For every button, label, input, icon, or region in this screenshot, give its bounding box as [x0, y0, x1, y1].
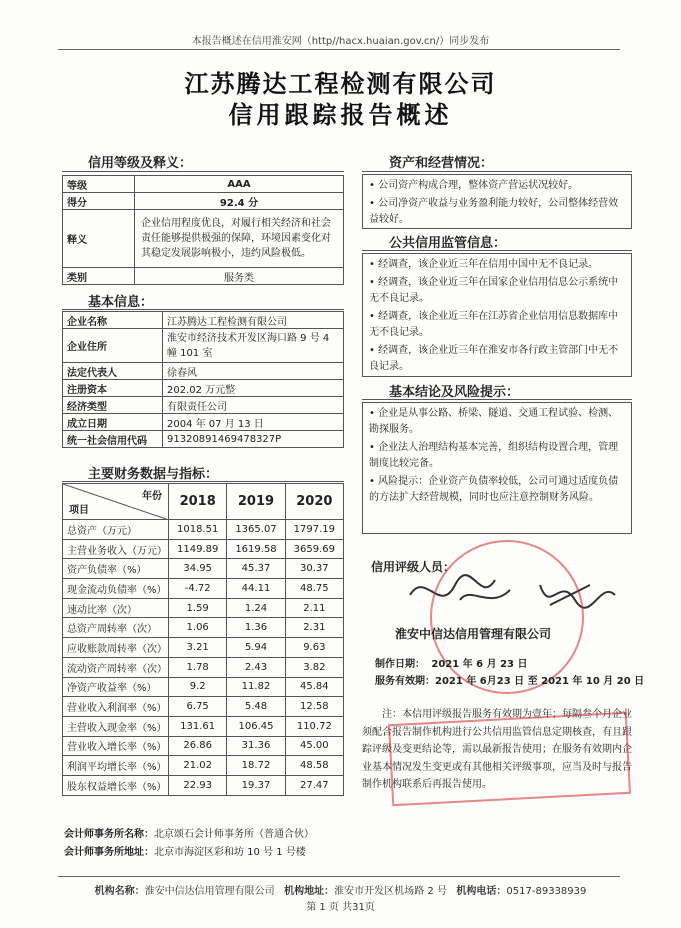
finance-heading: 主要财务数据与指标：	[88, 467, 219, 482]
rating-row	[63, 176, 344, 193]
finance-row	[63, 775, 344, 795]
finance-value: 5.94	[227, 638, 285, 658]
basic-label: 法定代表人	[63, 363, 163, 380]
rating-agency: 淮安中信达信用管理有限公司	[395, 627, 552, 641]
basic-label: 统一社会信用代码	[63, 431, 163, 448]
supervision-item: • 经调查，该企业近三年在淮安市各行政主管部门中无不良记录。	[369, 345, 619, 372]
finance-value: 11.82	[227, 677, 285, 697]
footer-address: 淮安市开发区机场路 2 号	[334, 886, 447, 897]
production-date-line	[375, 655, 527, 670]
basic-label: 经济类型	[63, 397, 163, 414]
auditor-name-line	[64, 825, 314, 840]
basic-value: 有限责任公司	[163, 397, 344, 414]
basic-label: 注册资本	[63, 380, 163, 397]
footer-phone: 0517-89338939	[506, 886, 587, 897]
finance-value: 26.86	[169, 736, 227, 756]
finance-item: 主营收入现金率（%）	[63, 716, 169, 736]
basic-info-table	[62, 311, 344, 448]
finance-header-row	[63, 484, 344, 520]
basic-row	[63, 363, 344, 380]
validity-note: 注：本信用评级报告服务有效期为壹年；每隔叁个月企业须配合报告制作机构进行公共信用监管信息定期核查，有且跟踪评级及变更结论等，需以最新报告使用；在服务有效期内企业基本情况发生变更或有其他相关评级事项，应当及时与报告制作机构联系后再报告使用。	[362, 709, 632, 790]
finance-value: 31.36	[227, 736, 285, 756]
finance-value: 110.72	[285, 716, 343, 736]
report-title: 信用跟踪报告概述	[228, 101, 453, 129]
basic-row	[63, 431, 344, 448]
corner-year-label: 年份	[142, 491, 162, 502]
basic-label: 企业名称	[63, 312, 163, 329]
finance-value: 30.37	[285, 559, 343, 579]
finance-row	[63, 697, 344, 717]
basic-row	[63, 397, 344, 414]
basic-heading-rule	[62, 309, 344, 310]
rating-definition: 企业信用程度优良，对履行相关经济和社会责任能够提供极强的保障，环境因素变化对其稳定发展影响极小，违约风险极低。	[135, 210, 344, 268]
year-header: 2019	[227, 484, 285, 520]
finance-value: 48.75	[285, 579, 343, 599]
finance-item: 应收账款周转率（次）	[63, 638, 169, 658]
finance-item: 主营业务收入（万元）	[63, 539, 169, 559]
finance-value: 106.45	[227, 716, 285, 736]
finance-value: 3.82	[285, 657, 343, 677]
finance-row	[63, 736, 344, 756]
finance-value: 9.63	[285, 638, 343, 658]
operations-box	[362, 174, 632, 229]
rating-score: 92.4 分	[135, 193, 344, 210]
auditor-address: 北京市海淀区彩和坊 10 号 1 号楼	[154, 847, 306, 858]
conclusion-box	[362, 402, 632, 534]
finance-table	[62, 483, 344, 520]
finance-value: 9.2	[169, 677, 227, 697]
auditor-address-line	[64, 843, 306, 858]
finance-item: 营业收入增长率（%）	[63, 736, 169, 756]
basic-row	[63, 380, 344, 397]
validity-label: 服务有效期：	[375, 676, 435, 687]
footer-phone-label: 机构电话：	[456, 886, 507, 897]
conclusion-heading: 基本结论及风险提示：	[389, 385, 520, 400]
operations-item: • 公司净资产收益与业务盈利能力较好，公司整体经营效益较好。	[369, 198, 619, 225]
supervision-item: • 经调查，该企业近三年在江苏省企业信用信息数据库中无不良记录。	[369, 311, 619, 338]
basic-value: 徐春风	[163, 363, 344, 380]
conclusion-item: • 企业是从事公路、桥梁、隧道、交通工程试验、检测、勘探服务。	[369, 408, 619, 435]
header-divider	[58, 49, 620, 50]
finance-value: 3659.69	[285, 539, 343, 559]
finance-value: 44.11	[227, 579, 285, 599]
finance-item: 总资产周转率（次）	[63, 618, 169, 638]
finance-row	[63, 598, 344, 618]
finance-item: 利润平均增长率（%）	[63, 756, 169, 776]
conclusion-heading-rule	[362, 399, 632, 400]
finance-value: 2.43	[227, 657, 285, 677]
finance-value: 5.48	[227, 697, 285, 717]
basic-value: 淮安市经济技术开发区海口路 9 号 4 幢 101 室	[163, 329, 344, 363]
rating-heading-rule	[62, 171, 344, 172]
finance-value: 45.00	[285, 736, 343, 756]
rating-label: 等级	[63, 176, 135, 193]
finance-value: 2.11	[285, 598, 343, 618]
finance-row	[63, 539, 344, 559]
finance-value: 18.72	[227, 756, 285, 776]
finance-value: 2.31	[285, 618, 343, 638]
report-title-company: 江苏腾达工程检测有限公司	[184, 70, 497, 98]
basic-value: 202.02 万元整	[163, 380, 344, 397]
finance-row	[63, 677, 344, 697]
finance-value: 3.21	[169, 638, 227, 658]
page-number: 第 1 页 共31页	[306, 902, 375, 913]
finance-value: 1797.19	[285, 520, 343, 540]
production-date-label: 制作日期：	[375, 659, 425, 670]
supervision-heading: 公共信用监管信息：	[389, 236, 507, 251]
rating-label: 类别	[63, 268, 135, 285]
finance-value: 1149.89	[169, 539, 227, 559]
rating-label: 释义	[63, 210, 135, 268]
finance-value: 34.95	[169, 559, 227, 579]
finance-row	[63, 618, 344, 638]
finance-corner-cell	[63, 484, 169, 520]
finance-row	[63, 559, 344, 579]
finance-value: 1365.07	[227, 520, 285, 540]
footer-address-label: 机构地址：	[284, 886, 335, 897]
production-date: 2021 年 6 月 23 日	[431, 659, 528, 670]
basic-row	[63, 312, 344, 329]
finance-row	[63, 657, 344, 677]
finance-item: 速动比率（次）	[63, 598, 169, 618]
basic-row	[63, 414, 344, 431]
supervision-heading-rule	[362, 250, 632, 251]
footer-org-line	[0, 882, 681, 897]
corner-item-label: 项目	[69, 505, 89, 516]
finance-value: 1.24	[227, 598, 285, 618]
rating-label: 得分	[63, 193, 135, 210]
finance-value: 131.61	[169, 716, 227, 736]
rating-row	[63, 268, 344, 285]
finance-row	[63, 520, 344, 540]
finance-value: 45.84	[285, 677, 343, 697]
finance-value: 1.06	[169, 618, 227, 638]
finance-row	[63, 756, 344, 776]
supervision-box	[362, 253, 632, 377]
operations-heading-rule	[362, 171, 632, 172]
finance-value: 45.37	[227, 559, 285, 579]
basic-value: 江苏腾达工程检测有限公司	[163, 312, 344, 329]
finance-value: 1.78	[169, 657, 227, 677]
finance-item: 资产负债率（%）	[63, 559, 169, 579]
finance-item: 总资产（万元）	[63, 520, 169, 540]
footer-org: 淮安中信达信用管理有限公司	[144, 886, 275, 897]
basic-row	[63, 329, 344, 363]
finance-value: 12.58	[285, 697, 343, 717]
basic-value: 91320891469478327P	[163, 431, 344, 448]
rating-row	[63, 210, 344, 268]
year-header: 2018	[169, 484, 227, 520]
basic-value: 2004 年 07 月 13 日	[163, 414, 344, 431]
finance-value: 21.02	[169, 756, 227, 776]
supervision-item: • 经调查，该企业近三年在国家企业信用信息公示系统中无不良记录。	[369, 277, 619, 304]
finance-row	[63, 638, 344, 658]
operations-heading: 资产和经营情况：	[389, 156, 494, 171]
auditor-address-label: 会计师事务所地址：	[64, 847, 154, 858]
finance-value: 6.75	[169, 697, 227, 717]
finance-value: 1.36	[227, 618, 285, 638]
finance-row	[63, 579, 344, 599]
company-seal	[430, 540, 584, 694]
finance-heading-rule	[62, 481, 344, 482]
auditor-name: 北京颂石会计师事务所（普通合伙）	[154, 829, 314, 840]
validity-line	[375, 672, 644, 687]
rating-heading: 信用等级及释义：	[88, 156, 193, 171]
finance-value: 1619.58	[227, 539, 285, 559]
basic-label: 企业住所	[63, 329, 163, 363]
conclusion-item: • 企业法人治理结构基本完善，组织结构设置合理，管理制度比较完备。	[369, 442, 619, 469]
footer-org-label: 机构名称：	[94, 886, 145, 897]
rating-table	[62, 175, 344, 285]
finance-value: 19.37	[227, 775, 285, 795]
rating-row	[63, 193, 344, 210]
finance-value: 22.93	[169, 775, 227, 795]
finance-item: 股东权益增长率（%）	[63, 775, 169, 795]
finance-value: -4.72	[169, 579, 227, 599]
footer-divider	[58, 876, 620, 877]
finance-data-table	[62, 519, 344, 796]
year-header: 2020	[285, 484, 343, 520]
finance-value: 1.59	[169, 598, 227, 618]
basic-label: 成立日期	[63, 414, 163, 431]
basic-heading: 基本信息：	[88, 295, 154, 310]
conclusion-item: • 风险提示：企业资产负债率较低，公司可通过适度负债的方法扩大经营规模，同时也应注意控制财务风险。	[369, 476, 619, 503]
supervision-item: • 经调查，该企业近三年在信用中国中无不良记录。	[369, 259, 599, 270]
raters-label: 信用评级人员：	[371, 560, 456, 574]
rating-grade: AAA	[135, 176, 344, 193]
finance-value: 48.58	[285, 756, 343, 776]
finance-item: 净资产收益率（%）	[63, 677, 169, 697]
auditor-name-label: 会计师事务所名称：	[64, 829, 154, 840]
finance-item: 流动资产周转率（次）	[63, 657, 169, 677]
finance-item: 现金流动负债率（%）	[63, 579, 169, 599]
finance-value: 27.47	[285, 775, 343, 795]
operations-item: • 公司资产构成合理，整体资产营运状况较好。	[369, 180, 579, 191]
finance-value: 1018.51	[169, 520, 227, 540]
business-stamp	[388, 712, 631, 806]
finance-row	[63, 716, 344, 736]
publication-note: 本报告概述在信用淮安网（http//hacx.huaian.gov.cn/）同步发布	[191, 36, 490, 47]
finance-item: 营业收入利润率（%）	[63, 697, 169, 717]
rating-category: 服务类	[135, 268, 344, 285]
validity-period: 2021 年 6月23 日 至 2021 年 10 月 20 日	[435, 676, 645, 687]
